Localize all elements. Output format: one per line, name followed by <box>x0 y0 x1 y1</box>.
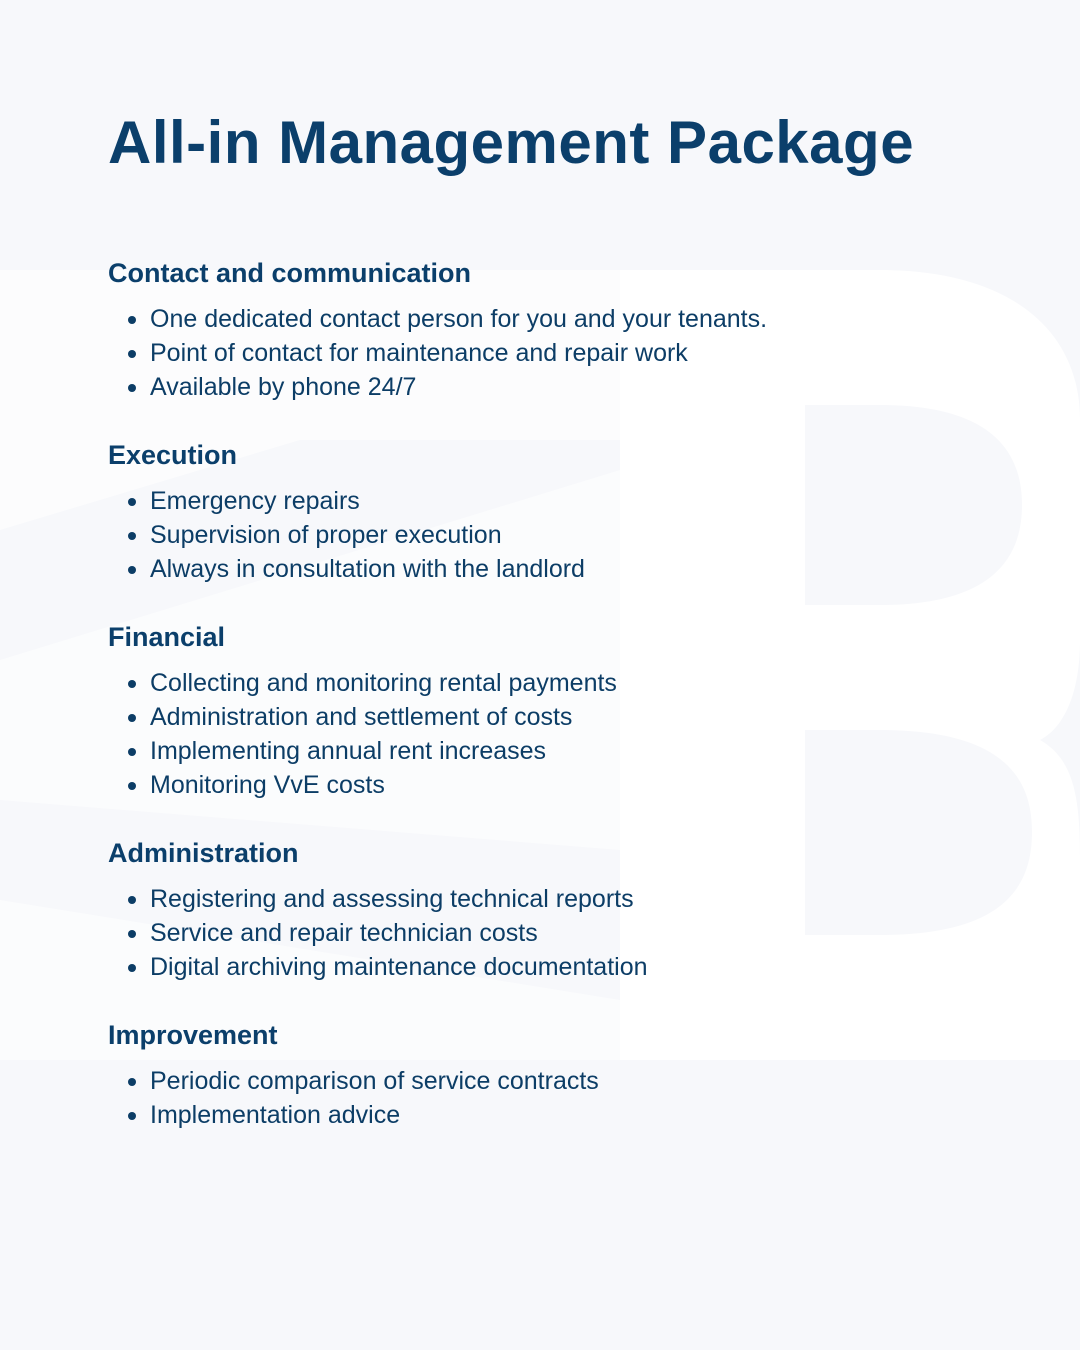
list-item-text: Monitoring VvE costs <box>150 771 385 799</box>
bullet-icon <box>128 680 136 688</box>
list-item <box>108 700 1008 734</box>
bullet-icon <box>128 1112 136 1120</box>
section-items <box>108 666 1008 802</box>
list-item <box>108 1064 1008 1098</box>
bullet-icon <box>128 566 136 574</box>
section-items <box>108 882 1008 984</box>
bullet-icon <box>128 748 136 756</box>
section-execution <box>108 438 1008 586</box>
list-item <box>108 768 1008 802</box>
bullet-icon <box>128 930 136 938</box>
bullet-icon <box>128 384 136 392</box>
section-heading: Execution <box>108 440 238 470</box>
list-item-text: Collecting and monitoring rental payments <box>150 669 617 697</box>
list-item-text: One dedicated contact person for you and your tenants. <box>150 305 768 333</box>
bullet-icon <box>128 964 136 972</box>
list-item-text: Always in consultation with the landlord <box>150 555 585 583</box>
section-items <box>108 302 1008 404</box>
list-item-text: Available by phone 24/7 <box>150 373 417 401</box>
list-item-text: Implementation advice <box>150 1101 401 1129</box>
bullet-icon <box>128 532 136 540</box>
list-item <box>108 950 1008 984</box>
list-item <box>108 1098 1008 1132</box>
section-heading: Administration <box>108 838 299 868</box>
list-item <box>108 336 1008 370</box>
list-item-text: Emergency repairs <box>150 487 360 515</box>
list-item <box>108 484 1008 518</box>
bullet-icon <box>128 350 136 358</box>
list-item-text: Registering and assessing technical reports <box>150 885 634 913</box>
list-item-text: Service and repair technician costs <box>150 919 538 947</box>
list-item-text: Periodic comparison of service contracts <box>150 1067 599 1095</box>
list-item-text: Point of contact for maintenance and repair work <box>150 339 688 367</box>
section-heading: Improvement <box>108 1020 278 1050</box>
list-item <box>108 734 1008 768</box>
list-item <box>108 518 1008 552</box>
list-item <box>108 916 1008 950</box>
list-item <box>108 370 1008 404</box>
section-heading: Contact and communication <box>108 258 472 288</box>
sections-list <box>108 256 1008 1166</box>
bullet-icon <box>128 316 136 324</box>
list-item <box>108 302 1008 336</box>
bullet-icon <box>128 1078 136 1086</box>
section-contact <box>108 256 1008 404</box>
list-item-text: Digital archiving maintenance documentation <box>150 953 648 981</box>
bullet-icon <box>128 782 136 790</box>
list-item <box>108 552 1008 586</box>
list-item <box>108 882 1008 916</box>
section-items <box>108 484 1008 586</box>
bullet-icon <box>128 896 136 904</box>
section-items <box>108 1064 1008 1132</box>
page-title: All-in Management Package <box>108 109 915 176</box>
section-improvement <box>108 1018 1008 1132</box>
section-heading: Financial <box>108 622 226 652</box>
list-item-text: Administration and settlement of costs <box>150 703 573 731</box>
bullet-icon <box>128 714 136 722</box>
section-financial <box>108 620 1008 802</box>
bullet-icon <box>128 498 136 506</box>
list-item-text: Implementing annual rent increases <box>150 737 547 765</box>
list-item-text: Supervision of proper execution <box>150 521 502 549</box>
section-administration <box>108 836 1008 984</box>
list-item <box>108 666 1008 700</box>
